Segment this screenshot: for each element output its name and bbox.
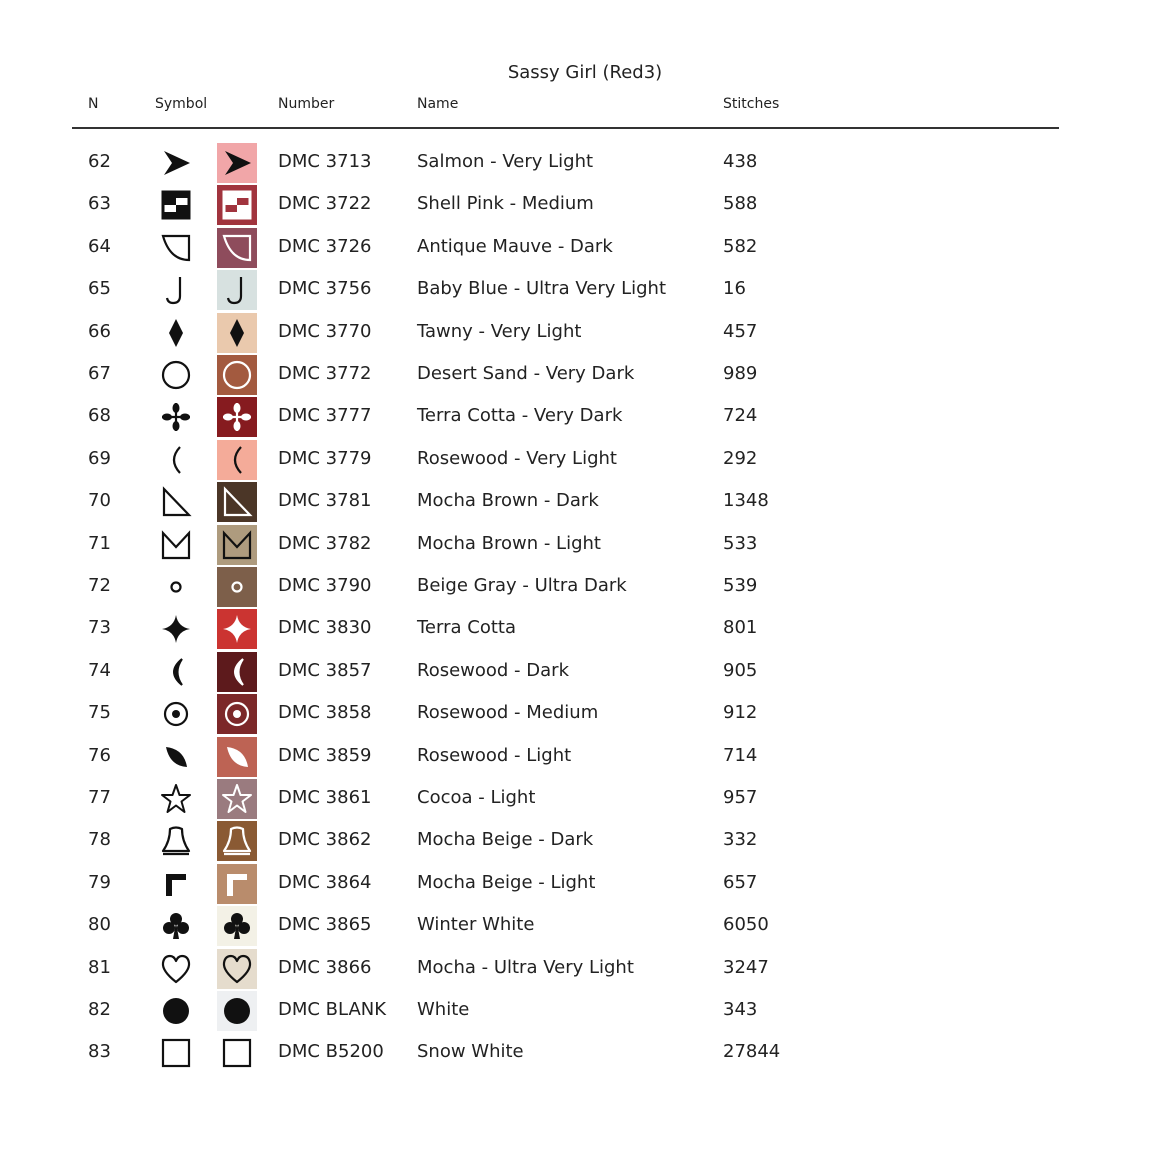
star-outline-icon bbox=[158, 781, 194, 817]
table-row bbox=[0, 693, 1170, 735]
thread-name: Rosewood - Very Light bbox=[417, 447, 617, 469]
table-header bbox=[0, 96, 1170, 116]
thread-name: Snow White bbox=[417, 1041, 524, 1063]
color-swatch bbox=[217, 737, 257, 777]
color-swatch bbox=[217, 567, 257, 607]
stitch-count: 457 bbox=[723, 320, 758, 342]
thread-number: DMC 3866 bbox=[278, 956, 372, 978]
row-index: 81 bbox=[88, 956, 111, 978]
stitch-count: 332 bbox=[723, 829, 758, 851]
table-row bbox=[0, 566, 1170, 608]
color-swatch bbox=[217, 228, 257, 268]
page-title: Sassy Girl (Red3) bbox=[507, 62, 663, 83]
row-index: 76 bbox=[88, 744, 111, 766]
thread-number: DMC B5200 bbox=[278, 1041, 384, 1063]
color-swatch bbox=[217, 991, 257, 1031]
thread-number: DMC 3777 bbox=[278, 405, 372, 427]
checker-icon bbox=[158, 187, 194, 223]
row-index: 72 bbox=[88, 575, 111, 596]
circle-icon bbox=[158, 357, 194, 393]
stitch-count: 801 bbox=[723, 617, 758, 639]
thread-number: DMC 3781 bbox=[278, 490, 372, 512]
thread-name: Mocha Brown - Dark bbox=[417, 490, 599, 512]
dot-filled-icon bbox=[158, 993, 194, 1029]
stitch-count: 539 bbox=[723, 575, 758, 596]
stitch-count: 957 bbox=[723, 787, 758, 808]
thread-number: DMC 3790 bbox=[278, 575, 372, 596]
thread-name: Rosewood - Dark bbox=[417, 659, 569, 681]
small-ring-icon bbox=[158, 569, 194, 605]
row-index: 83 bbox=[88, 1041, 111, 1063]
row-index: 69 bbox=[88, 447, 111, 469]
thread-number: DMC 3865 bbox=[278, 914, 372, 936]
stitch-count: 343 bbox=[723, 999, 758, 1020]
stitch-count: 724 bbox=[723, 405, 758, 427]
thread-number: DMC 3830 bbox=[278, 617, 372, 639]
color-swatch bbox=[217, 397, 257, 437]
thread-number: DMC BLANK bbox=[278, 999, 387, 1020]
stitch-count: 3247 bbox=[723, 956, 769, 978]
table-row bbox=[0, 1032, 1170, 1074]
table-row bbox=[0, 312, 1170, 354]
table-row bbox=[0, 269, 1170, 311]
thread-number: DMC 3864 bbox=[278, 871, 372, 893]
color-swatch bbox=[217, 185, 257, 225]
header-name: Name bbox=[417, 96, 459, 112]
bell-icon bbox=[158, 823, 194, 859]
table-row bbox=[0, 778, 1170, 820]
thread-name: Terra Cotta - Very Dark bbox=[417, 405, 623, 427]
table-row bbox=[0, 227, 1170, 269]
table-row bbox=[0, 184, 1170, 226]
triangle-icon bbox=[158, 484, 194, 520]
thread-name: Mocha Beige - Light bbox=[417, 871, 596, 893]
square-outline-icon bbox=[158, 1035, 194, 1071]
j-hook-icon bbox=[158, 272, 194, 308]
table-row bbox=[0, 651, 1170, 693]
thread-name: Tawny - Very Light bbox=[417, 320, 582, 342]
thread-name: Antique Mauve - Dark bbox=[417, 235, 613, 257]
row-index: 79 bbox=[88, 871, 111, 893]
thread-name: Cocoa - Light bbox=[417, 787, 536, 808]
stitch-count: 588 bbox=[723, 193, 758, 215]
thread-number: DMC 3779 bbox=[278, 447, 372, 469]
color-swatch bbox=[217, 949, 257, 989]
row-index: 70 bbox=[88, 490, 111, 512]
thread-number: DMC 3772 bbox=[278, 363, 372, 384]
thread-number: DMC 3756 bbox=[278, 278, 372, 300]
thread-number: DMC 3713 bbox=[278, 151, 372, 172]
stitch-count: 292 bbox=[723, 447, 758, 469]
row-index: 82 bbox=[88, 999, 111, 1020]
thread-name: White bbox=[417, 999, 470, 1020]
thread-name: Mocha Beige - Dark bbox=[417, 829, 594, 851]
table-row bbox=[0, 439, 1170, 481]
header-symbol: Symbol bbox=[155, 96, 208, 112]
thread-name: Desert Sand - Very Dark bbox=[417, 363, 635, 384]
row-index: 75 bbox=[88, 702, 111, 724]
thread-name: Rosewood - Medium bbox=[417, 702, 599, 724]
header-number: Number bbox=[278, 96, 335, 112]
row-index: 66 bbox=[88, 320, 111, 342]
row-index: 73 bbox=[88, 617, 111, 639]
table-row bbox=[0, 354, 1170, 396]
table-row bbox=[0, 736, 1170, 778]
crescent-icon bbox=[158, 654, 194, 690]
target-icon bbox=[158, 696, 194, 732]
header-n: N bbox=[88, 96, 99, 112]
leaf-icon bbox=[158, 739, 194, 775]
thread-name: Baby Blue - Ultra Very Light bbox=[417, 278, 667, 300]
color-swatch bbox=[217, 906, 257, 946]
row-index: 67 bbox=[88, 363, 111, 384]
thread-number: DMC 3782 bbox=[278, 532, 372, 554]
chevron-right-icon bbox=[158, 145, 194, 181]
color-swatch bbox=[217, 1033, 257, 1073]
color-swatch bbox=[217, 652, 257, 692]
row-index: 74 bbox=[88, 659, 111, 681]
table-row bbox=[0, 608, 1170, 650]
color-swatch bbox=[217, 313, 257, 353]
thread-name: Mocha - Ultra Very Light bbox=[417, 956, 634, 978]
four-star-icon bbox=[158, 611, 194, 647]
stitch-count: 27844 bbox=[723, 1041, 781, 1063]
club-icon bbox=[158, 908, 194, 944]
color-swatch bbox=[217, 864, 257, 904]
row-index: 64 bbox=[88, 235, 111, 257]
thread-number: DMC 3726 bbox=[278, 235, 372, 257]
table-row bbox=[0, 990, 1170, 1032]
row-index: 62 bbox=[88, 151, 111, 172]
thread-number: DMC 3859 bbox=[278, 744, 372, 766]
table-row bbox=[0, 863, 1170, 905]
thread-name: Beige Gray - Ultra Dark bbox=[417, 575, 627, 596]
stitch-count: 714 bbox=[723, 744, 758, 766]
stitch-count: 16 bbox=[723, 278, 746, 300]
stitch-count: 533 bbox=[723, 532, 758, 554]
stitch-count: 912 bbox=[723, 702, 758, 724]
thread-name: Rosewood - Light bbox=[417, 744, 572, 766]
row-index: 78 bbox=[88, 829, 111, 851]
thread-number: DMC 3857 bbox=[278, 659, 372, 681]
paren-icon bbox=[158, 442, 194, 478]
row-index: 68 bbox=[88, 405, 111, 427]
row-index: 71 bbox=[88, 532, 111, 554]
table-row bbox=[0, 396, 1170, 438]
row-index: 63 bbox=[88, 193, 111, 215]
stitch-count: 582 bbox=[723, 235, 758, 257]
thread-name: Mocha Brown - Light bbox=[417, 532, 601, 554]
stitch-count: 6050 bbox=[723, 914, 769, 936]
thread-name: Winter White bbox=[417, 914, 535, 936]
color-swatch bbox=[217, 440, 257, 480]
stitch-count: 905 bbox=[723, 659, 758, 681]
row-index: 80 bbox=[88, 914, 111, 936]
color-swatch bbox=[217, 143, 257, 183]
clover-cross-icon bbox=[158, 399, 194, 435]
corner-icon bbox=[158, 866, 194, 902]
quarter-shape-icon bbox=[158, 230, 194, 266]
thread-number: DMC 3862 bbox=[278, 829, 372, 851]
stitch-count: 657 bbox=[723, 871, 758, 893]
diamond-icon bbox=[158, 315, 194, 351]
thread-name: Terra Cotta bbox=[417, 617, 516, 639]
row-index: 77 bbox=[88, 787, 111, 808]
table-row bbox=[0, 481, 1170, 523]
header-stitches: Stitches bbox=[723, 96, 780, 112]
thread-number: DMC 3770 bbox=[278, 320, 372, 342]
color-swatch bbox=[217, 355, 257, 395]
thread-name: Salmon - Very Light bbox=[417, 151, 594, 172]
envelope-m-icon bbox=[158, 527, 194, 563]
table-row bbox=[0, 142, 1170, 184]
thread-name: Shell Pink - Medium bbox=[417, 193, 594, 215]
color-swatch bbox=[217, 821, 257, 861]
header-divider bbox=[72, 127, 1059, 129]
thread-number: DMC 3722 bbox=[278, 193, 372, 215]
table-row bbox=[0, 524, 1170, 566]
thread-number: DMC 3858 bbox=[278, 702, 372, 724]
color-swatch bbox=[217, 609, 257, 649]
color-swatch bbox=[217, 694, 257, 734]
stitch-count: 989 bbox=[723, 363, 758, 384]
table-row bbox=[0, 948, 1170, 990]
heart-outline-icon bbox=[158, 951, 194, 987]
stitch-count: 438 bbox=[723, 151, 758, 172]
color-swatch bbox=[217, 779, 257, 819]
stitch-count: 1348 bbox=[723, 490, 769, 512]
row-index: 65 bbox=[88, 278, 111, 300]
color-swatch bbox=[217, 525, 257, 565]
table-row bbox=[0, 905, 1170, 947]
color-swatch bbox=[217, 482, 257, 522]
color-swatch bbox=[217, 270, 257, 310]
table-row bbox=[0, 820, 1170, 862]
thread-number: DMC 3861 bbox=[278, 787, 372, 808]
